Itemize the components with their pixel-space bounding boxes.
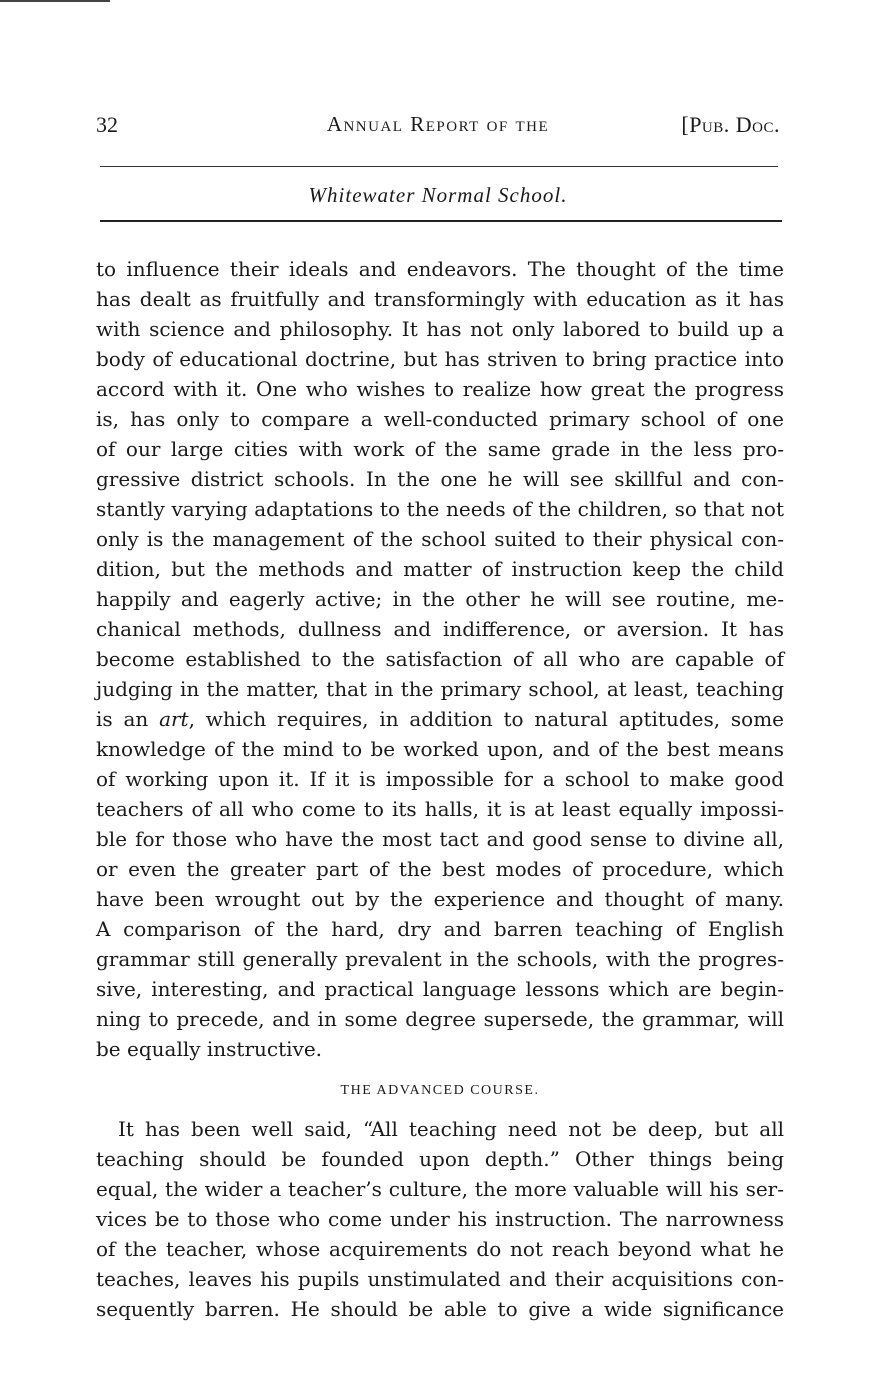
paragraph-2 (96, 1114, 784, 1324)
header-rule (100, 166, 778, 167)
text-line: vices be to those who come under his instruction. The narrowness (96, 1207, 784, 1231)
section-rule (100, 220, 782, 222)
page-number: 32 (96, 112, 118, 137)
text-line: ble for those who have the most tact and good sense to divine all, (96, 827, 784, 851)
document-tag: [Pub. Doc. (681, 112, 780, 137)
text-line: of the teacher, whose acquirements do not reach beyond what he (96, 1237, 784, 1261)
text-line-end: , which requires, in addition to natural aptitudes, some (188, 707, 784, 731)
text-line: dition, but the methods and matter of instruction keep the child (96, 557, 784, 581)
text-line: chanical methods, dullness and indifference, or aversion. It has (96, 617, 784, 641)
text-line: happily and eagerly active; in the other he will see routine, me- (96, 587, 784, 611)
text-line: become established to the satisfaction of all who are capable of (96, 647, 784, 671)
text-line: gressive district schools. In the one he will see skillful and con- (96, 467, 784, 491)
text-line: judging in the matter, that in the primary school, at least, teaching (96, 677, 784, 701)
text-line: accord with it. One who wishes to realize how great the progress (96, 377, 784, 401)
text-line: equal, the wider a teacher’s culture, the more valuable will his ser- (96, 1177, 784, 1201)
text-line: of working upon it. If it is impossible for a school to make good (96, 767, 784, 791)
text-line: teaching should be founded upon depth.” Other things being (96, 1147, 784, 1171)
text-line: sive, interesting, and practical language lessons which are begin- (96, 977, 784, 1001)
text-line: or even the greater part of the best modes of procedure, which (96, 857, 784, 881)
text-line: ning to precede, and in some degree supersede, the grammar, will (96, 1007, 784, 1031)
text-line: has dealt as fruitfully and transformingly with education as it has (96, 287, 784, 311)
text-line: have been wrought out by the experience and thought of many. (96, 887, 784, 911)
text-line: knowledge of the mind to be worked upon, and of the best means (96, 737, 784, 761)
text-line: teachers of all who come to its halls, it is at least equally impossi- (96, 797, 784, 821)
top-edge-rule (0, 0, 110, 2)
text-line: be equally instructive. (96, 1037, 323, 1061)
running-title: Annual Report of the (326, 112, 550, 136)
italic-word-art: art (159, 707, 189, 731)
text-line-start: is an (96, 707, 160, 731)
text-line: stantly varying adaptations to the needs of the children, so that not (96, 497, 784, 521)
page-header (96, 112, 780, 146)
text-line: It has been well said, “All teaching need not be deep, but all (118, 1117, 784, 1141)
body-text (96, 254, 784, 1324)
text-line: only is the management of the school suited to their physical con- (96, 527, 784, 551)
text-line: A comparison of the hard, dry and barren teaching of English (96, 917, 784, 941)
text-line: grammar still generally prevalent in the schools, with the progres- (96, 947, 784, 971)
text-line: of our large cities with work of the same grade in the less pro- (96, 437, 784, 461)
section-title: Whitewater Normal School. (308, 183, 568, 207)
text-line: is, has only to compare a well-conducted primary school of one (96, 407, 784, 431)
text-line: teaches, leaves his pupils unstimulated and their acquisitions con- (96, 1267, 784, 1291)
text-line: with science and philosophy. It has not only labored to build up a (96, 317, 784, 341)
text-line: to influence their ideals and endeavors. The thought of the time (96, 257, 784, 281)
text-line: sequently barren. He should be able to give a wide significance (96, 1297, 784, 1321)
text-line: body of educational doctrine, but has striven to bring practice into (96, 347, 784, 371)
subheading-advanced-course: THE ADVANCED COURSE. (340, 1083, 540, 1098)
text-line (96, 704, 784, 734)
paragraph-1 (96, 254, 784, 1064)
